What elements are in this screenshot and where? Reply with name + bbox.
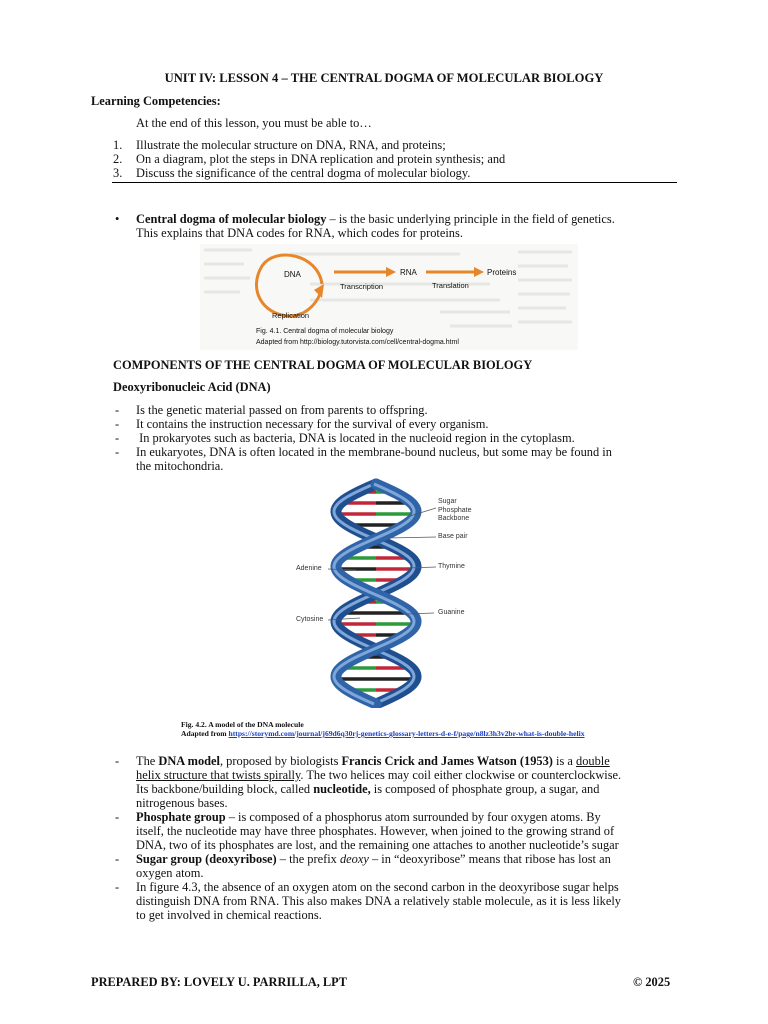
transcription-arrowhead [386,267,396,277]
text-run: , proposed by biologists [219,754,342,768]
text-run: is a [552,754,576,768]
dogma-term: Central dogma of molecular biology [136,212,327,226]
sugar-line1 [136,852,611,866]
phosphate-line3: DNA, two of its phosphates are lost, and the remaining one attaches to another nucleotide’s sugar [136,838,619,852]
text-run-underlined: double [576,754,610,768]
dash-glyph: - [115,403,120,417]
translation-arrowhead [474,267,484,277]
dna-model-line3 [136,782,599,796]
label-rna: RNA [400,268,417,277]
label-guanine: Guanine [438,609,465,616]
sugar-line2: oxygen atom. [136,866,204,880]
list-text: It contains the instruction necessary for the survival of every organism. [136,417,489,431]
text-run-bold: Francis Crick and James Watson (1953) [341,754,553,768]
list-text: Illustrate the molecular structure on DNA, RNA, and proteins; [136,138,446,152]
competencies-heading: Learning Competencies: [91,94,221,108]
dogma-definition [136,212,615,226]
phosphate-line2: itself, the nucleotide may have three phosphates. However, when joined to the growing strand of [136,824,615,838]
dash-glyph: - [115,431,120,445]
list-text: Is the genetic material passed on from parents to offspring. [136,403,428,417]
text-run-bold: Phosphate group [136,810,226,824]
list-text-continued: the mitochondria. [136,459,224,473]
text-run: – in “deoxyribose” means that ribose has lost an [368,852,611,866]
list-item [0,403,768,417]
text-run: The [136,754,159,768]
dogma-def-line1: – is the basic underlying principle in the field of genetics. [326,212,615,226]
dash-glyph: - [115,754,120,768]
list-item-sugar [0,852,768,866]
list-item [0,138,768,152]
dash-glyph: - [115,852,120,866]
list-item [0,417,768,431]
text-run: Its backbone/building block, called [136,782,314,796]
source-link[interactable]: https://storymd.com/journal/j69d6q30rj-genetics-glossary-letters-d-e-f/page/n8lz3h3v2br-what-is-double-helix [228,729,585,738]
label-pointer-line [388,537,436,538]
list-item-dna-model [0,754,768,768]
dna-heading: Deoxyribonucleic Acid (DNA) [113,380,271,394]
list-item [0,166,768,180]
bullet-glyph: • [115,212,120,226]
list-number: 1. [113,138,123,152]
dna-model-line2 [136,768,621,782]
figure-source: Adapted from http://biology.tutorvista.com/cell/central-dogma.html [256,339,459,346]
text-run: . The two helices may coil either clockwise or counterclockwise. [300,768,622,782]
label-transcription: Transcription [340,282,384,291]
label-base-pair: Base pair [438,533,468,540]
list-item [0,445,768,459]
section-divider [112,182,677,183]
text-run: is composed of phosphate group, a sugar, and [370,782,600,796]
list-text: In prokaryotes such as bacteria, DNA is located in the nucleoid region in the cytoplasm. [136,431,575,445]
figure43-line1: In figure 4.3, the absence of an oxygen atom on the second carbon in the deoxyribose sugar helps [136,880,619,894]
faded-background-text [204,250,572,326]
intro-text: At the end of this lesson, you must be able to… [136,116,372,130]
figure-dna-helix [268,478,484,708]
label-sugar: Sugar [438,498,457,505]
label-backbone: Backbone [438,515,470,522]
list-item [0,431,768,445]
label-thymine: Thymine [438,563,465,570]
label-phosphate: Phosphate [438,506,472,514]
dna-model-line4: nitrogenous bases. [136,796,228,810]
figure-central-dogma [200,244,578,350]
list-text: In eukaryotes, DNA is often located in the membrane-bound nucleus, but some may be found in [136,445,612,459]
list-item-figure43 [0,880,768,894]
text-run: – is composed of a phosphorus atom surrounded by four oxygen atoms. By [225,810,601,824]
phosphate-line1 [136,810,601,824]
label-replication: Replication [272,311,310,320]
components-heading: COMPONENTS OF THE CENTRAL DOGMA OF MOLECULAR BIOLOGY [113,358,533,372]
list-number: 3. [113,166,123,180]
figure2-source [181,729,585,738]
page-title: UNIT IV: LESSON 4 – THE CENTRAL DOGMA OF MOLECULAR BIOLOGY [164,71,604,85]
label-dna: DNA [284,270,301,279]
text-run-bold: nucleotide, [313,782,371,796]
dash-glyph: - [115,445,120,459]
adapted-from-label: Adapted from [181,729,229,738]
label-proteins: Proteins [487,268,517,277]
text-run-bold: DNA model [158,754,220,768]
list-text: On a diagram, plot the steps in DNA replication and protein synthesis; and [136,152,506,166]
figure2-caption: Fig. 4.2. A model of the DNA molecule [181,720,304,729]
figure43-line3: to get involved in chemical reactions. [136,908,322,922]
label-cytosine: Cytosine [296,616,324,623]
text-run-italic: deoxy [339,852,369,866]
label-adenine: Adenine [296,565,322,572]
list-item [0,152,768,166]
footer-copyright: © 2025 [633,975,671,989]
figure43-line2: distinguish DNA from RNA. This also makes DNA a relatively stable molecule, as it is less likely [136,894,622,908]
dogma-def-line2: This explains that DNA codes for RNA, which codes for proteins. [136,226,463,240]
replication-loop-arrow [256,255,322,316]
dna-model-line1 [136,754,610,768]
footer-prepared-by: PREPARED BY: LOVELY U. PARRILLA, LPT [91,975,347,989]
label-sugar-phosphate-backbone [438,498,471,524]
text-run-underlined: helix structure that twists spirally [136,768,301,782]
list-item-phosphate [0,810,768,824]
backbone-strand-front-highlight [334,484,414,704]
list-text: Discuss the significance of the central dogma of molecular biology. [136,166,471,180]
dash-glyph: - [115,417,120,431]
list-number: 2. [113,152,123,166]
label-translation: Translation [432,281,469,290]
text-run: – the prefix [276,852,340,866]
dash-glyph: - [115,810,120,824]
text-run-bold: Sugar group (deoxyribose) [136,852,277,866]
figure-caption: Fig. 4.1. Central dogma of molecular biology [256,328,394,335]
dash-glyph: - [115,880,120,894]
